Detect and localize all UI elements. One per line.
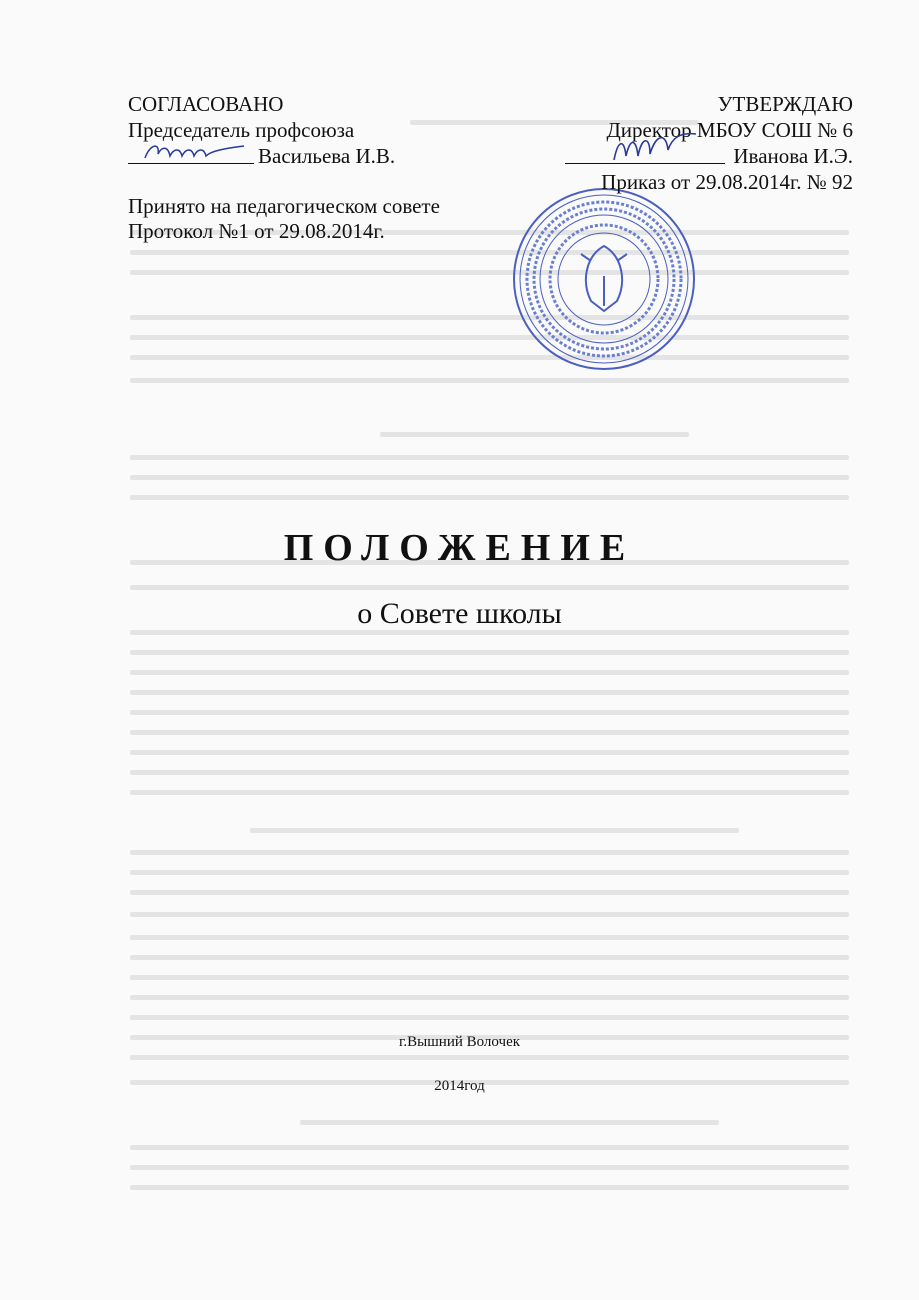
director-name: Иванова И.Э. bbox=[733, 144, 853, 168]
director-position: Директор МБОУ СОШ № 6 bbox=[606, 118, 853, 142]
document-title: ПОЛОЖЕНИЕ bbox=[283, 527, 636, 569]
official-stamp bbox=[511, 186, 697, 372]
document-subtitle: о Совете школы bbox=[357, 597, 562, 630]
union-chair-name: Васильева И.В. bbox=[258, 144, 396, 168]
union-chair-position: Председатель профсоюза bbox=[128, 118, 355, 142]
handwritten-signature bbox=[610, 130, 700, 164]
city-label: г.Вышний Волочек bbox=[398, 1034, 521, 1050]
protocol-label: Протокол №1 от 29.08.2014г. bbox=[128, 219, 385, 243]
handwritten-signature bbox=[140, 140, 250, 164]
order-label: Приказ от 29.08.2014г. № 92 bbox=[601, 170, 853, 194]
approve-label: УТВЕРЖДАЮ bbox=[717, 92, 853, 116]
accepted-label: Принято на педагогическом совете bbox=[128, 194, 440, 218]
year-label: 2014год bbox=[434, 1078, 485, 1094]
agreed-label: СОГЛАСОВАНО bbox=[128, 92, 284, 116]
